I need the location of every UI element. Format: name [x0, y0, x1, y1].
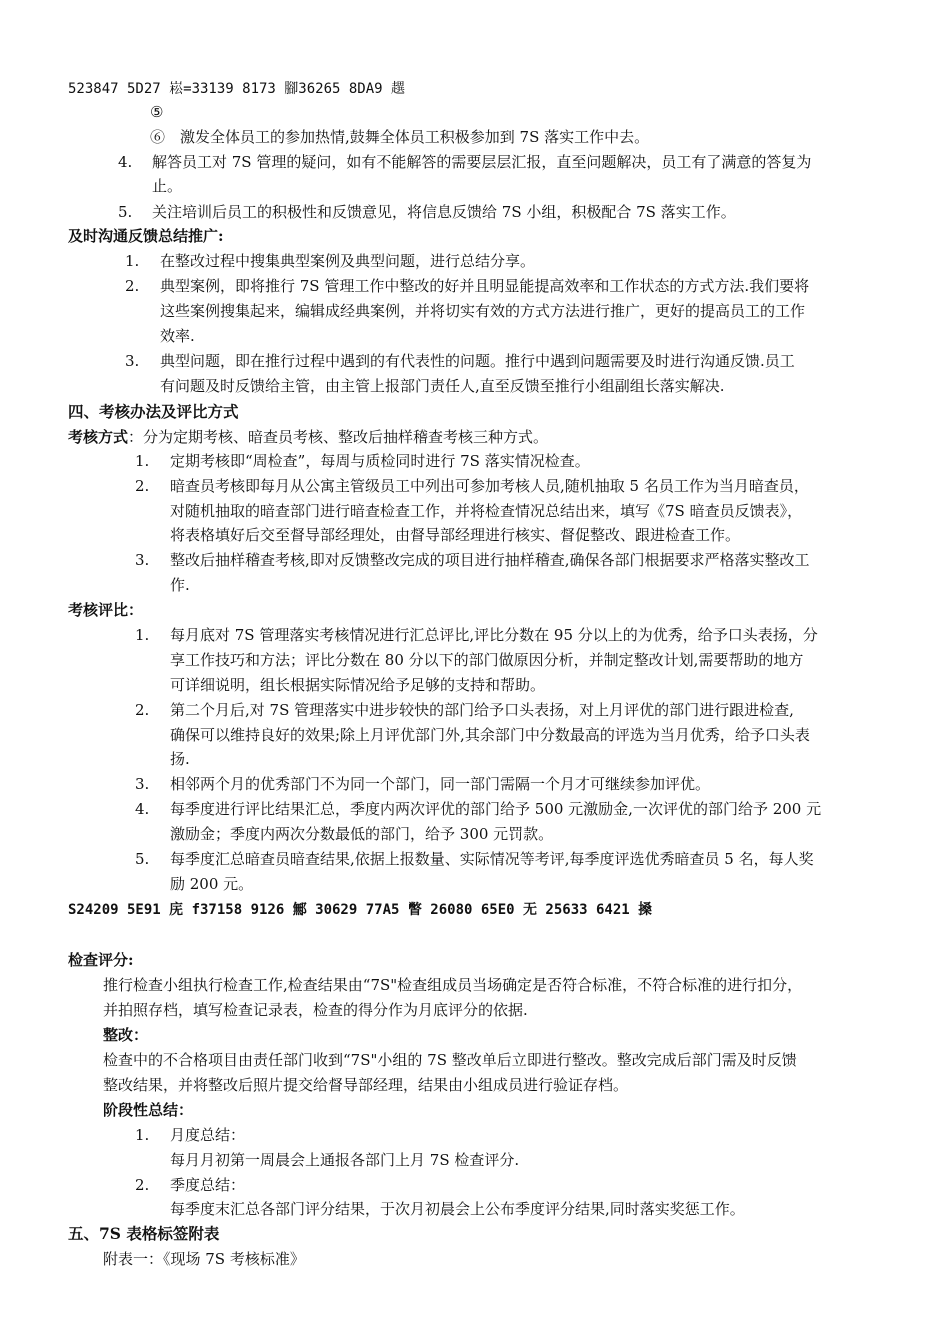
list-number: 5.	[118, 203, 133, 221]
garbled-code-line: 523847 5D27 崧=33139 8173 腳36265 8DA9 趩	[68, 81, 406, 97]
list-item-text: 典型问题，即在推行过程中遇到的有代表性的问题。推行中遇到问题需要及时进行沟通反馈.员工	[160, 352, 795, 370]
list-item-text: 作.	[170, 576, 190, 594]
method-line	[68, 427, 548, 447]
list-item-text: 暗查员考核即每月从公寓主管级员工中列出可参加考核人员,随机抽取 5 名员工作为当月暗查员，	[170, 477, 809, 495]
rectify-label: 整改：	[103, 1026, 149, 1044]
list-item-text: 每季度末汇总各部门评分结果，于次月初晨会上公布季度评分结果,同时落实奖惩工作。	[170, 1200, 745, 1218]
list-item-text: 享工作技巧和方法；评比分数在 80 分以下的部门做原因分析，并制定整改计划,需要帮助的地方	[170, 651, 804, 669]
list-number: 3.	[125, 352, 140, 370]
inspection-label: 检查评分:	[68, 951, 134, 969]
list-item-text: 每月月初第一周晨会上通报各部门上月 7S 检查评分.	[170, 1151, 520, 1169]
paragraph-line: 并拍照存档，填写检查记录表，检查的得分作为月底评分的依据.	[103, 1001, 528, 1019]
circled-item-5: ⑤	[150, 103, 164, 121]
list-number: 1.	[135, 626, 150, 644]
list-item-text: 励 200 元。	[170, 875, 254, 893]
list-item-text: 这些案例搜集起来，编辑成经典案例，并将切实有效的方式方法进行推广，更好的提高员工的工作	[160, 302, 806, 320]
list-item-text: 定期考核即“周检查”，每周与质检同时进行 7S 落实情况检查。	[170, 452, 590, 470]
circled-item-6: ⑥ 激发全体员工的参加热情,鼓舞全体员工积极参加到 7S 落实工作中去。	[150, 128, 650, 146]
list-number: 2.	[135, 477, 150, 495]
paragraph-line: 检查中的不合格项目由责任部门收到“7S"小组的 7S 整改单后立即进行整改。整改完成后部门需及时反馈	[103, 1051, 797, 1069]
list-item-text: 扬.	[170, 750, 190, 768]
list-item-text: 每季度进行评比结果汇总，季度内两次评优的部门给予 500 元激励金,一次评优的部门给予 200 元	[170, 800, 822, 818]
list-number: 1.	[125, 252, 140, 270]
list-item-text: 在整改过程中搜集典型案例及典型问题，进行总结分享。	[160, 252, 536, 270]
eval-label: 考核评比：	[68, 601, 144, 619]
list-item-text: 确保可以维持良好的效果;除上月评优部门外,其余部门中分数最高的评选为当月优秀，给予口头表	[170, 726, 810, 744]
section-title: 四、考核办法及评比方式	[68, 402, 239, 421]
list-number: 1.	[135, 452, 150, 470]
paragraph-line: 推行检查小组执行检查工作,检查结果由“7S"检查组成员当场确定是否符合标准，不符合标准的进行扣分，	[103, 976, 803, 994]
section-title: 五、7S 表格标签附表	[68, 1224, 220, 1243]
list-item-text: 关注培训后员工的积极性和反馈意见，将信息反馈给 7S 小组，积极配合 7S 落实工作。	[152, 203, 736, 221]
list-item-title: 月度总结：	[170, 1126, 246, 1144]
method-label: 考核方式	[68, 428, 129, 446]
list-number: 4.	[135, 800, 150, 818]
list-item-text: 将表格填好后交至督导部经理处，由督导部经理进行核实、督促整改、跟进检查工作。	[170, 526, 741, 544]
method-text: ：分为定期考核、暗查员考核、整改后抽样稽查考核三种方式。	[128, 428, 549, 446]
list-number: 2.	[135, 1176, 150, 1194]
list-number: 2.	[135, 701, 150, 719]
list-item-title: 季度总结：	[170, 1176, 246, 1194]
list-item-text: 每季度汇总暗查员暗查结果,依据上报数量、实际情况等考评,每季度评选优秀暗查员 5 名，每人奖	[170, 850, 814, 868]
list-number: 2.	[125, 277, 140, 295]
list-number: 5.	[135, 850, 150, 868]
list-item-text: 每月底对 7S 管理落实考核情况进行汇总评比,评比分数在 95 分以上的为优秀，给予口头表扬，分	[170, 626, 818, 644]
list-number: 4.	[118, 153, 133, 171]
list-number: 1.	[135, 1126, 150, 1144]
garbled-code-line: S24209 5E91 庑 f37158 9126 鄦 30629 77A5 瞥 26080 65E0 无 25633 6421 搡	[68, 902, 653, 918]
list-item-text: 激励金；季度内两次分数最低的部门，给予 300 元罚款。	[170, 825, 554, 843]
list-item-text: 第二个月后,对 7S 管理落实中进步较快的部门给予口头表扬，对上月评优的部门进行跟进检查,	[170, 701, 794, 719]
list-number: 3.	[135, 775, 150, 793]
list-item-text: 整改后抽样稽查考核,即对反馈整改完成的项目进行抽样稽查,确保各部门根据要求严格落实整改工	[170, 551, 810, 569]
paragraph-line: 整改结果，并将整改后照片提交给督导部经理，结果由小组成员进行验证存档。	[103, 1076, 629, 1094]
list-item-text: 可详细说明，组长根据实际情况给予足够的支持和帮助。	[170, 676, 546, 694]
appendix-link: 附表一：《现场 7S 考核标准》	[103, 1250, 305, 1268]
list-item-text: 效率.	[160, 327, 195, 345]
list-item-text: 止。	[152, 177, 183, 195]
stage-label: 阶段性总结：	[103, 1101, 194, 1119]
list-item-text: 解答员工对 7S 管理的疑问，如有不能解答的需要层层汇报，直至问题解决，员工有了满意的答复为	[152, 153, 812, 171]
list-number: 3.	[135, 551, 150, 569]
list-item-text: 相邻两个月的优秀部门不为同一个部门，同一部门需隔一个月才可继续参加评优。	[170, 775, 711, 793]
list-item-text: 有问题及时反馈给主管，由主管上报部门责任人,直至反馈至推行小组副组长落实解决.	[160, 377, 725, 395]
list-item-text: 典型案例，即将推行 7S 管理工作中整改的好并且明显能提高效率和工作状态的方式方法.我们要将	[160, 277, 810, 295]
section-heading: 及时沟通反馈总结推广:	[68, 227, 224, 245]
list-item-text: 对随机抽取的暗查部门进行暗查检查工作，并将检查情况总结出来，填写《7S 暗查员反馈表》，	[170, 502, 803, 520]
